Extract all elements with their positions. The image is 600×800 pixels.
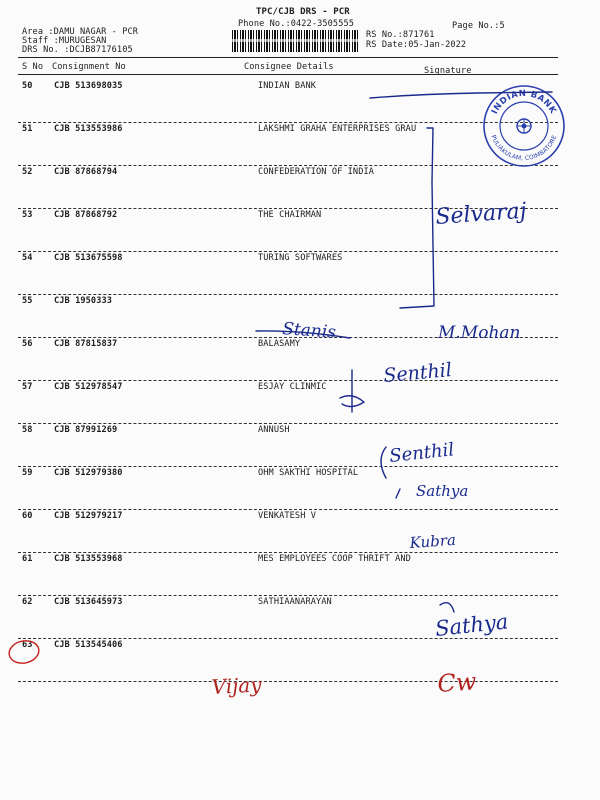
row-divider [18, 509, 558, 510]
row-consignee: THE CHAIRMAN [258, 210, 322, 220]
bank-stamp-graphic [482, 84, 566, 168]
row-divider [18, 466, 558, 467]
row-sno: 55 [22, 296, 33, 306]
row-consignment: CJB 87815837 [54, 339, 118, 349]
row-divider [18, 208, 558, 209]
row-divider [18, 122, 558, 123]
sig-row60: Kubra [409, 530, 457, 552]
row-consignee: OHM SAKTHI HOSPITAL [258, 468, 359, 478]
bank-logo-icon [517, 119, 531, 133]
row-consignment: CJB 513698035 [54, 81, 123, 91]
area-label: Area :DAMU NAGAR - PCR [22, 27, 139, 37]
row-divider [18, 165, 558, 166]
row-consignment: CJB 512978547 [54, 382, 123, 392]
sig-row62: Sathya [434, 609, 510, 641]
row-sno: 52 [22, 167, 33, 177]
row-sno: 63 [22, 640, 33, 650]
phone-number: Phone No.:0422-3505555 [238, 19, 355, 29]
stamp-bottom-text: PULIAKULAM, COIMBATORE [489, 134, 559, 163]
row-consignment: CJB 513553968 [54, 554, 123, 564]
sig-stroke-row62 [440, 603, 454, 612]
sig-stroke-row57 [340, 370, 364, 412]
document-title: TPC/CJB DRS - PCR [256, 7, 350, 17]
row-consignee: TURING SOFTWARES [258, 253, 343, 263]
row-consignee: INDIAN BANK [258, 81, 317, 91]
row-consignment: CJB 512979217 [54, 511, 123, 521]
row-consignee: BALASAMY [258, 339, 301, 349]
row-sno: 62 [22, 597, 33, 607]
col-signature: Signature [424, 66, 472, 76]
row-consignment: CJB 1950333 [54, 296, 113, 306]
row-consignee: SATHIAANARAYAN [258, 597, 332, 607]
row-sno: 57 [22, 382, 33, 392]
row-divider [18, 294, 558, 295]
row-consignee: ESJAY CLINMIC [258, 382, 327, 392]
sig-row56: Senthil [382, 359, 453, 387]
bracket-stroke [400, 128, 434, 308]
sig-row55-right: M.Mohan [438, 323, 521, 343]
row-sno: 60 [22, 511, 33, 521]
row-consignee: VENKATESH V [258, 511, 317, 521]
row-sno: 53 [22, 210, 33, 220]
rs-number: RS No.:871761 [366, 30, 435, 40]
row-consignment: CJB 513645973 [54, 597, 123, 607]
header-rule-top [18, 57, 558, 58]
col-sno: S No [22, 62, 44, 72]
row-consignment: CJB 513675598 [54, 253, 123, 263]
drs-number: DRS No. :DCJB87176105 [22, 45, 133, 55]
row-consignment: CJB 513545406 [54, 640, 123, 650]
stamp-top-text: INDIAN BANK [489, 88, 559, 116]
header-rule-bottom [18, 74, 558, 75]
row-consignment: CJB 87991269 [54, 425, 118, 435]
row-sno: 61 [22, 554, 33, 564]
row-consignment: CJB 512979380 [54, 468, 123, 478]
staff-label: Staff :MURUGESAN [22, 36, 107, 46]
row-divider [18, 423, 558, 424]
row-sno: 51 [22, 124, 33, 134]
row-divider [18, 595, 558, 596]
row-sno: 54 [22, 253, 33, 263]
sig-row63-right: Cw [436, 667, 478, 698]
row-consignment: CJB 87868792 [54, 210, 118, 220]
row-divider [18, 552, 558, 553]
row-consignee: MES EMPLOYEES COOP THRIFT AND [258, 554, 411, 564]
barcode [232, 30, 360, 52]
brace-stroke-row58 [381, 447, 400, 498]
row-divider [18, 337, 558, 338]
col-consignment: Consignment No [52, 62, 126, 72]
row-sno: 59 [22, 468, 33, 478]
row-consignment: CJB 87868794 [54, 167, 118, 177]
sig-row59: Sathya [416, 482, 469, 500]
row-sno: 50 [22, 81, 33, 91]
col-consignee: Consignee Details [244, 62, 334, 72]
sig-row53: Selvaraj [434, 198, 528, 230]
row-consignee: ANNUSH [258, 425, 290, 435]
page-number: Page No.:5 [452, 21, 505, 31]
bank-stamp [482, 84, 566, 168]
sig-row55-left: Stanis [281, 319, 337, 343]
row-sno: 56 [22, 339, 33, 349]
row-divider [18, 638, 558, 639]
row-sno: 58 [22, 425, 33, 435]
row-divider [18, 251, 558, 252]
row-consignee: CONFEDERATION OF INDIA [258, 167, 375, 177]
sig-row58: Senthil [388, 439, 456, 467]
sig-row63-left: Vijay [211, 672, 263, 699]
row-consignee: LAKSHMI GRAHA ENTERPRISES GRAU [258, 124, 417, 134]
row-divider [18, 681, 558, 682]
row-divider [18, 380, 558, 381]
rs-date: RS Date:05-Jan-2022 [366, 40, 467, 50]
row-consignment: CJB 513553986 [54, 124, 123, 134]
